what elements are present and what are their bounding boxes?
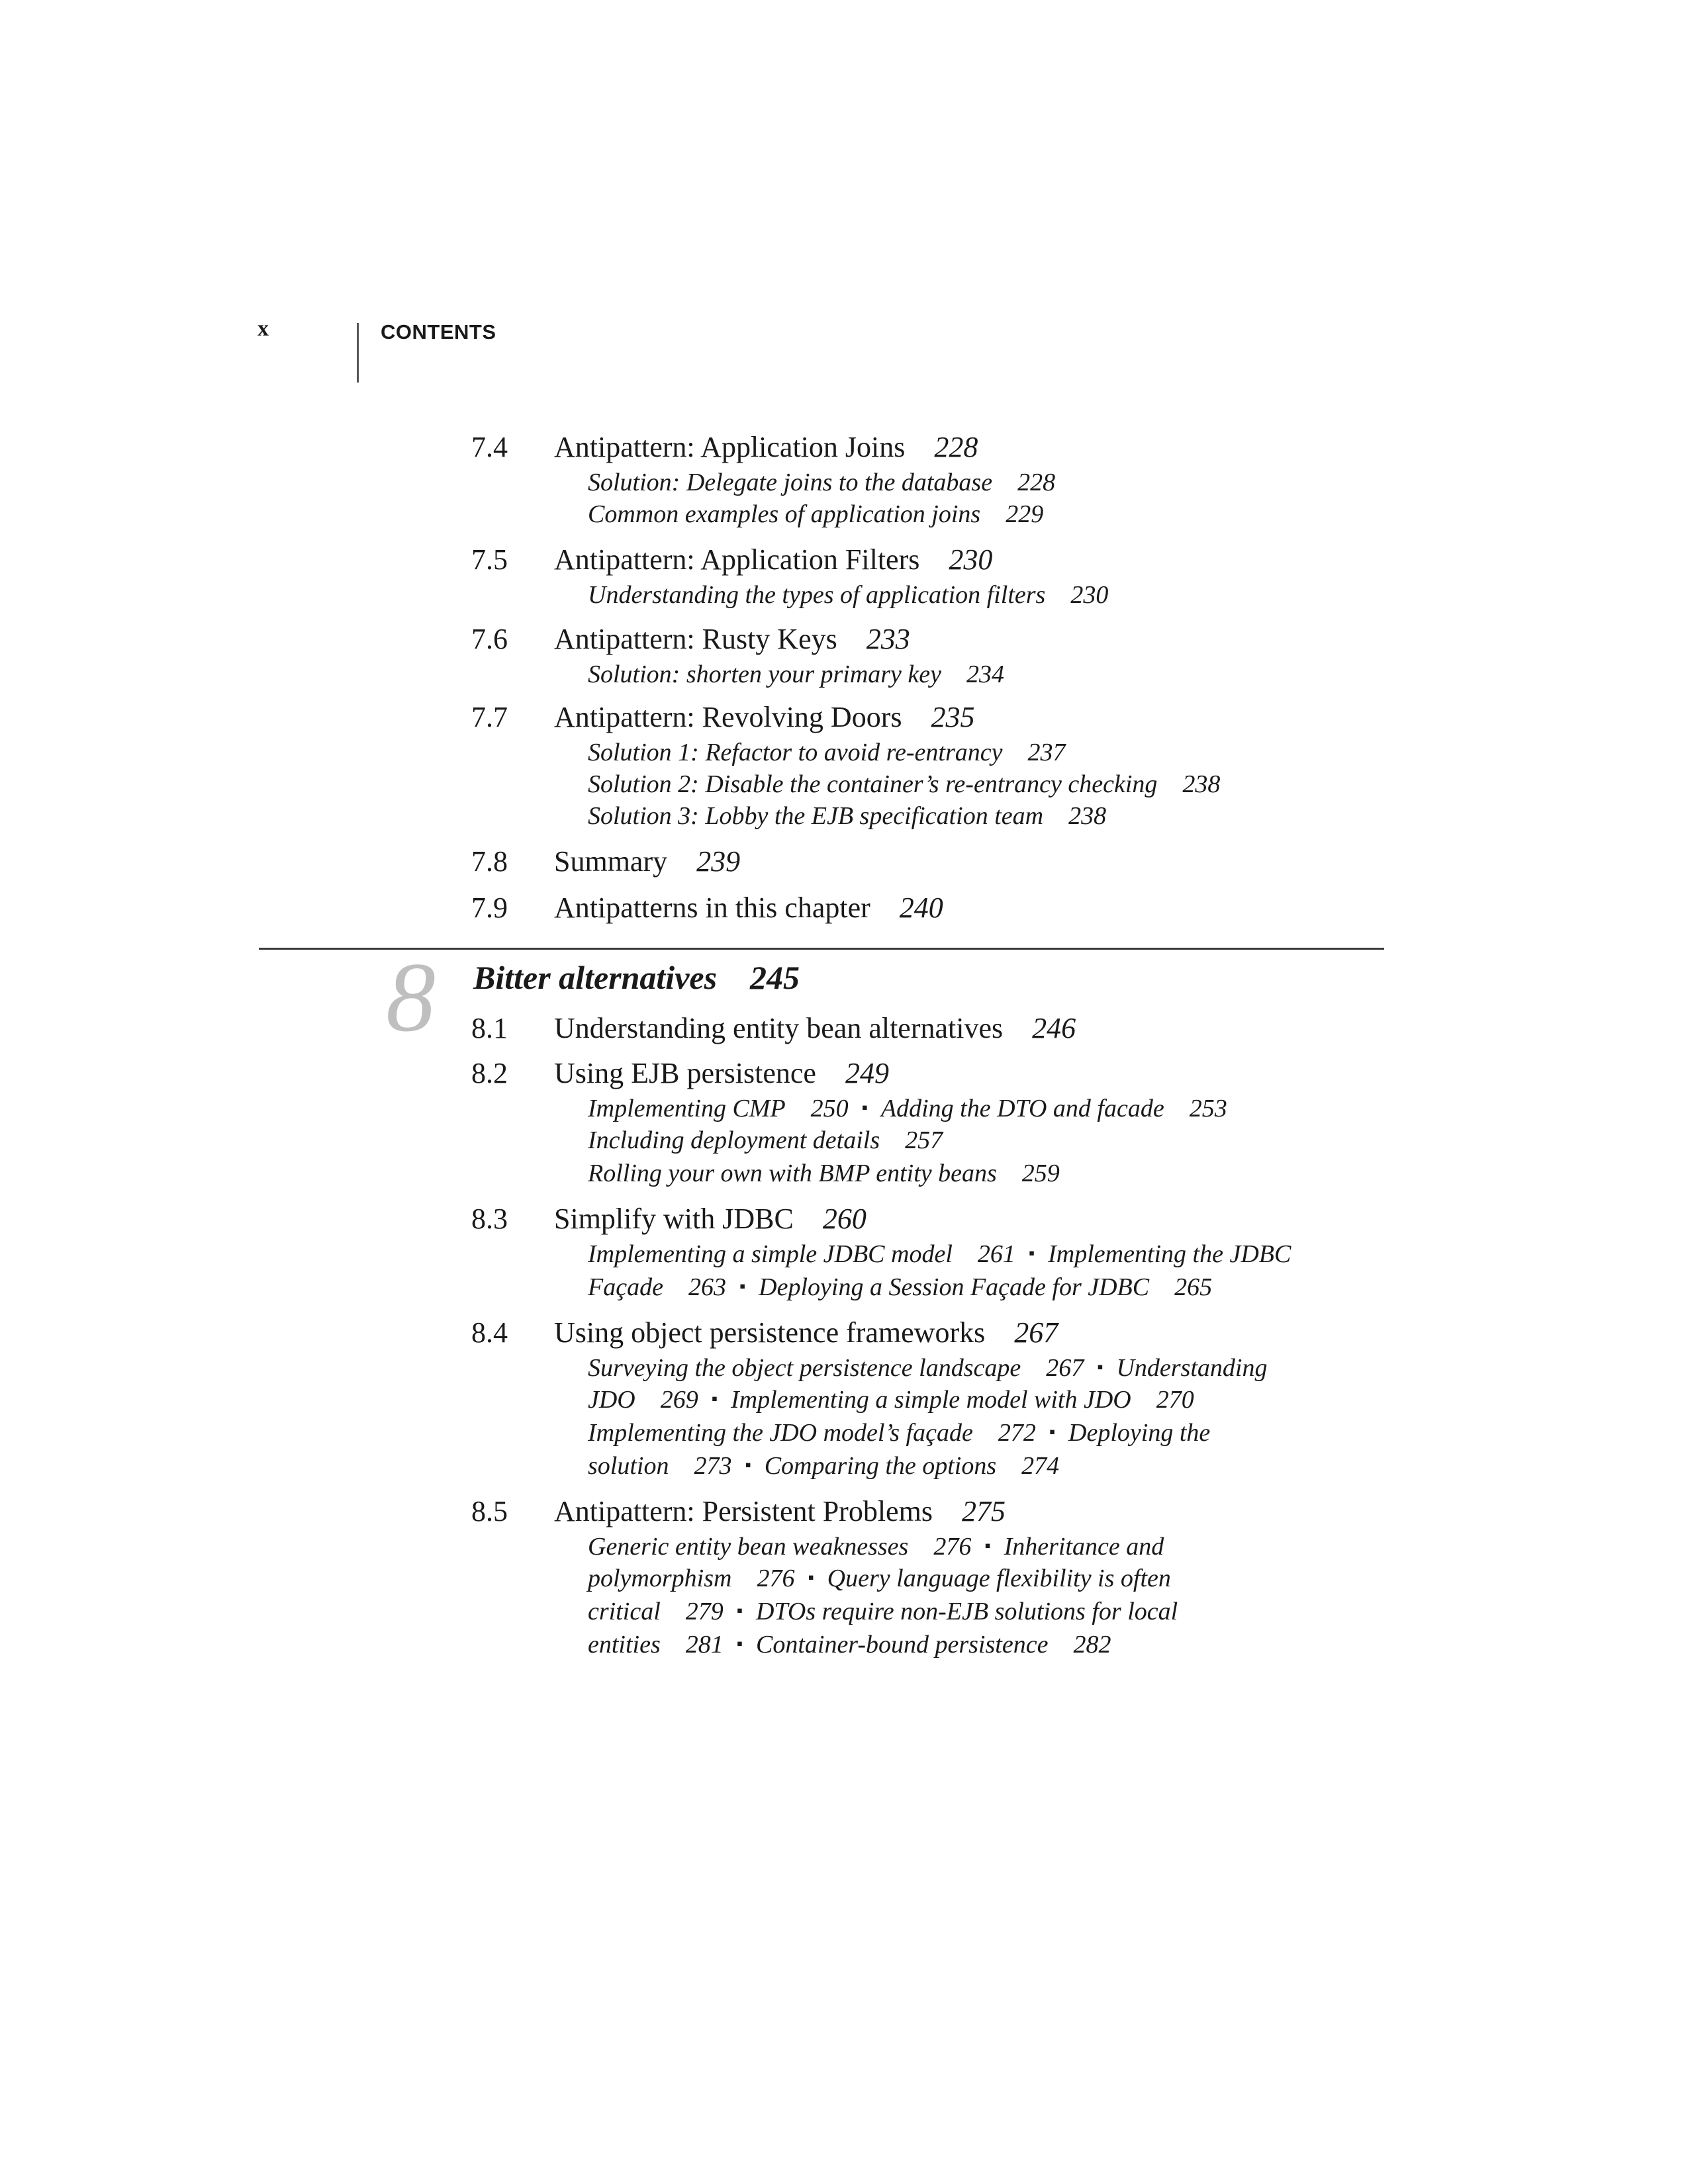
running-title: CONTENTS: [381, 320, 496, 343]
section-title: Understanding entity bean alternatives: [554, 1012, 1004, 1044]
section-title: Summary: [554, 845, 668, 878]
subsection-page: 237: [1027, 739, 1066, 766]
bullet-separator: ▪: [736, 1634, 743, 1653]
bullet-separator: ▪: [984, 1536, 991, 1555]
subsection-title[interactable]: Including deployment details: [588, 1126, 880, 1154]
section-title-link[interactable]: [554, 543, 992, 576]
subsection-page: 279: [685, 1598, 724, 1625]
section-title: Antipattern: Application Joins: [554, 431, 906, 463]
subsection-page: 259: [1021, 1160, 1060, 1187]
section-number: 7.9: [471, 891, 508, 924]
section-page: 240: [899, 891, 943, 924]
subsection-title[interactable]: polymorphism: [588, 1565, 732, 1592]
subsection-title[interactable]: Understanding: [1116, 1354, 1268, 1382]
section-page: 235: [931, 701, 975, 733]
bullet-separator: ▪: [711, 1389, 718, 1408]
subsection-title[interactable]: Deploying the: [1068, 1419, 1211, 1447]
subsection-title[interactable]: Implementing a simple model with JDO: [730, 1386, 1131, 1414]
toc-subsection-line: [588, 578, 1108, 612]
subsection-title[interactable]: Container-bound persistence: [755, 1631, 1049, 1659]
toc-subsection-line: [588, 1530, 1164, 1566]
toc-subsection-line: [588, 1238, 1291, 1273]
chapter-title[interactable]: Bitter alternatives: [473, 959, 718, 996]
subsection-page: 238: [1182, 770, 1221, 798]
section-number: 8.3: [471, 1203, 508, 1235]
bullet-separator: ▪: [736, 1601, 743, 1620]
toc-subsection-line: [588, 1595, 1178, 1631]
section-number: 8.4: [471, 1316, 508, 1349]
section-number: 7.4: [471, 431, 508, 463]
subsection-page: 250: [810, 1095, 849, 1122]
subsection-page: 229: [1006, 500, 1044, 528]
subsection-title[interactable]: Solution 2: Disable the container’s re-entrancy checking: [588, 770, 1158, 798]
toc-subsection-line: [588, 1562, 1171, 1598]
toc-subsection-line: [588, 1351, 1267, 1387]
subsection-page: 228: [1017, 469, 1056, 496]
subsection-page: 261: [977, 1240, 1015, 1268]
section-title: Using EJB persistence: [554, 1057, 816, 1089]
subsection-page: 267: [1046, 1354, 1084, 1382]
toc-subsection-line: [588, 1383, 1194, 1419]
section-page: 249: [845, 1057, 889, 1089]
subsection-title[interactable]: Solution: shorten your primary key: [588, 660, 942, 688]
header-divider: [357, 323, 359, 383]
toc-subsection-line: [588, 799, 1106, 833]
section-title-link[interactable]: [554, 1056, 889, 1090]
subsection-page: 238: [1068, 802, 1107, 830]
subsection-title[interactable]: Generic entity bean weaknesses: [588, 1533, 909, 1561]
subsection-title[interactable]: DTOs require non-EJB solutions for local: [755, 1598, 1178, 1625]
subsection-page: 282: [1073, 1631, 1111, 1659]
toc-subsection-line: [588, 1628, 1111, 1664]
section-page: 233: [866, 623, 910, 655]
section-number: 7.8: [471, 845, 508, 878]
subsection-title[interactable]: critical: [588, 1598, 661, 1625]
bullet-separator: ▪: [808, 1568, 814, 1587]
chapter-number: 8: [386, 942, 436, 1052]
bullet-separator: ▪: [1028, 1244, 1035, 1263]
toc-subsection-line: [588, 1416, 1210, 1452]
section-title-link[interactable]: [554, 1494, 1006, 1528]
chapter-heading: [473, 958, 800, 997]
subsection-page: 269: [660, 1386, 698, 1414]
subsection-title[interactable]: Query language flexibility is often: [827, 1565, 1171, 1592]
section-title-link[interactable]: [554, 1011, 1076, 1045]
chapter-page: 245: [750, 959, 800, 996]
subsection-title[interactable]: Solution 3: Lobby the EJB specification team: [588, 802, 1044, 830]
page-number: x: [258, 316, 269, 341]
subsection-page: 263: [688, 1273, 726, 1301]
section-title-link[interactable]: [554, 1316, 1058, 1349]
section-title: Antipattern: Rusty Keys: [554, 623, 837, 655]
toc-subsection-line: [588, 1157, 1060, 1190]
subsection-page: 234: [966, 660, 1005, 688]
subsection-title[interactable]: Implementing the JDBC: [1048, 1240, 1291, 1268]
subsection-title[interactable]: Adding the DTO and facade: [880, 1095, 1164, 1122]
toc-subsection-line: [588, 498, 1043, 531]
toc-subsection-line: [588, 466, 1055, 499]
subsection-page: 272: [998, 1419, 1036, 1447]
subsection-page: 230: [1070, 581, 1109, 609]
subsection-title[interactable]: Inheritance and: [1004, 1533, 1164, 1561]
section-title: Simplify with JDBC: [554, 1203, 794, 1235]
section-title-link[interactable]: [554, 1202, 867, 1236]
section-page: 260: [822, 1203, 867, 1235]
section-title: Antipatterns in this chapter: [554, 891, 870, 924]
subsection-title[interactable]: Surveying the object persistence landscape: [588, 1354, 1021, 1382]
bullet-separator: ▪: [1097, 1357, 1103, 1377]
subsection-title[interactable]: Solution 1: Refactor to avoid re-entrancy: [588, 739, 1003, 766]
section-title: Using object persistence frameworks: [554, 1316, 986, 1349]
subsection-page: 281: [685, 1631, 724, 1659]
subsection-title[interactable]: entities: [588, 1631, 661, 1659]
subsection-page: 274: [1021, 1452, 1060, 1480]
toc-subsection-line: [588, 768, 1220, 801]
section-page: 246: [1032, 1012, 1076, 1044]
section-page: 267: [1014, 1316, 1058, 1349]
section-title: Antipattern: Persistent Problems: [554, 1495, 933, 1527]
section-title-link[interactable]: [554, 622, 910, 656]
section-number: 7.7: [471, 701, 508, 733]
subsection-title[interactable]: Comparing the options: [764, 1452, 997, 1480]
subsection-title[interactable]: Common examples of application joins: [588, 500, 981, 528]
section-number: 7.6: [471, 623, 508, 655]
section-number: 7.5: [471, 543, 508, 576]
subsection-title[interactable]: Implementing CMP: [588, 1095, 786, 1122]
toc-subsection-line: [588, 658, 1004, 691]
subsection-page: 276: [757, 1565, 795, 1592]
bullet-separator: ▪: [745, 1455, 751, 1475]
subsection-page: 270: [1156, 1386, 1194, 1414]
toc-subsection-line: [588, 1271, 1212, 1306]
section-number: 8.1: [471, 1012, 508, 1044]
section-page: 275: [961, 1495, 1006, 1527]
section-page: 230: [949, 543, 993, 576]
section-title-link[interactable]: [554, 891, 943, 925]
subsection-title[interactable]: Rolling your own with BMP entity beans: [588, 1160, 997, 1187]
section-title-link[interactable]: [554, 700, 975, 734]
section-title: Antipattern: Application Filters: [554, 543, 920, 576]
toc-subsection-line: [588, 736, 1066, 769]
section-page: 228: [934, 431, 978, 463]
subsection-title[interactable]: Solution: Delegate joins to the database: [588, 469, 993, 496]
subsection-title[interactable]: solution: [588, 1452, 669, 1480]
subsection-title[interactable]: Deploying a Session Façade for JDBC: [759, 1273, 1150, 1301]
section-title: Antipattern: Revolving Doors: [554, 701, 902, 733]
bullet-separator: ▪: [739, 1277, 746, 1296]
subsection-title[interactable]: Implementing the JDO model’s façade: [588, 1419, 973, 1447]
toc-subsection-line: [588, 1449, 1059, 1485]
subsection-page: 276: [933, 1533, 972, 1561]
toc-subsection-line: [588, 1124, 943, 1157]
section-number: 8.5: [471, 1495, 508, 1527]
subsection-page: 253: [1189, 1095, 1227, 1122]
subsection-title[interactable]: Understanding the types of application filters: [588, 581, 1046, 609]
section-title-link[interactable]: [554, 430, 978, 464]
subsection-page: 265: [1174, 1273, 1213, 1301]
subsection-title[interactable]: Implementing a simple JDBC model: [588, 1240, 953, 1268]
subsection-title[interactable]: Façade: [588, 1273, 663, 1301]
section-number: 8.2: [471, 1057, 508, 1089]
toc-subsection-line: [588, 1092, 1227, 1128]
subsection-page: 257: [905, 1126, 943, 1154]
section-page: 239: [696, 845, 741, 878]
section-title-link[interactable]: [554, 844, 740, 878]
subsection-page: 273: [694, 1452, 732, 1480]
bullet-separator: ▪: [1049, 1422, 1056, 1441]
subsection-title[interactable]: JDO: [588, 1386, 635, 1414]
bullet-separator: ▪: [861, 1098, 868, 1117]
